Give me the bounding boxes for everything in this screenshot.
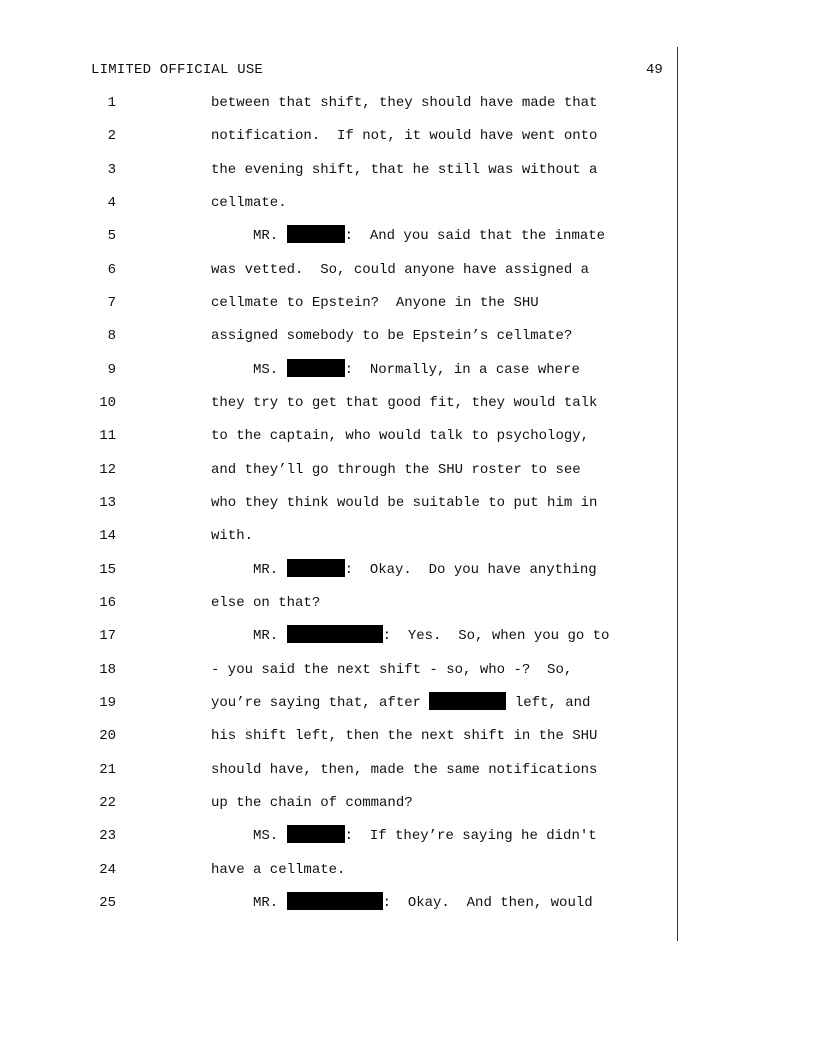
line-text — [211, 492, 597, 514]
line-number: 6 — [107, 262, 116, 278]
line-text-segment: MR. — [211, 895, 287, 911]
line-number: 23 — [99, 828, 116, 844]
line-text-segment: they try to get that good fit, they would talk — [211, 395, 598, 411]
line-text-segment: between that shift, they should have made that — [211, 95, 598, 111]
line-text-segment: else on that? — [211, 595, 321, 611]
line-text-segment: and they’ll go through the SHU roster to see — [211, 462, 581, 478]
line-text-segment: who they think would be suitable to put him in — [211, 495, 598, 511]
line-text — [211, 325, 572, 347]
line-number: 21 — [99, 762, 116, 778]
line-number: 19 — [99, 695, 116, 711]
redaction-box — [287, 225, 345, 243]
line-text-segment: you’re saying that, after — [211, 695, 430, 711]
transcript-line — [0, 392, 816, 414]
line-text-segment: : Normally, in a case where — [344, 362, 580, 378]
line-text-segment: should have, then, made the same notifications — [211, 762, 598, 778]
line-text — [211, 425, 589, 447]
line-text — [211, 692, 590, 714]
transcript-line — [0, 125, 816, 147]
line-text — [211, 459, 581, 481]
line-number: 22 — [99, 795, 116, 811]
transcript-line — [0, 892, 816, 914]
redaction-box — [429, 692, 506, 710]
line-number: 5 — [107, 228, 116, 244]
line-text-segment: assigned somebody to be Epstein’s cellmate? — [211, 328, 573, 344]
line-text — [211, 559, 597, 581]
line-number: 13 — [99, 495, 116, 511]
transcript-line — [0, 659, 816, 681]
line-text — [211, 725, 597, 747]
line-text-segment: was vetted. So, could anyone have assigned a — [211, 262, 590, 278]
redaction-box — [287, 559, 345, 577]
line-text-segment: : And you said that the inmate — [344, 228, 606, 244]
transcript-line — [0, 159, 816, 181]
line-text-segment: - you said the next shift - so, who -? So, — [211, 662, 573, 678]
line-text — [211, 125, 597, 147]
line-text-segment: cellmate. — [211, 195, 287, 211]
line-number: 17 — [99, 628, 116, 644]
line-number: 3 — [107, 162, 116, 178]
line-number: 9 — [107, 362, 116, 378]
transcript-line — [0, 492, 816, 514]
line-text — [211, 892, 593, 914]
line-text-segment: MS. — [211, 828, 287, 844]
transcript-line — [0, 225, 816, 247]
line-number: 16 — [99, 595, 116, 611]
line-text-segment: MR. — [211, 562, 287, 578]
line-number: 24 — [99, 862, 116, 878]
transcript-line — [0, 559, 816, 581]
line-text — [211, 525, 253, 547]
line-number: 15 — [99, 562, 116, 578]
line-number: 12 — [99, 462, 116, 478]
transcript-line — [0, 525, 816, 547]
document-header-label: LIMITED OFFICIAL USE — [91, 62, 264, 78]
transcript-line — [0, 692, 816, 714]
line-text-segment: cellmate to Epstein? Anyone in the SHU — [211, 295, 539, 311]
line-number: 20 — [99, 728, 116, 744]
page-number: 49 — [646, 62, 663, 78]
line-number: 8 — [107, 328, 116, 344]
line-text — [211, 192, 287, 214]
redaction-box — [287, 625, 383, 643]
transcript-line — [0, 359, 816, 381]
transcript-line — [0, 792, 816, 814]
line-text-segment: with. — [211, 528, 254, 544]
line-text — [211, 825, 597, 847]
transcript-line — [0, 459, 816, 481]
line-text — [211, 225, 605, 247]
line-text — [211, 92, 597, 114]
line-text-segment: : If they’re saying he didn't — [344, 828, 597, 844]
line-number: 2 — [107, 128, 116, 144]
line-text — [211, 659, 572, 681]
line-text-segment: to the captain, who would talk to psychology, — [211, 428, 590, 444]
line-text — [211, 625, 609, 647]
transcript-line — [0, 192, 816, 214]
line-number: 7 — [107, 295, 116, 311]
line-number: 10 — [99, 395, 116, 411]
line-text-segment: have a cellmate. — [211, 862, 346, 878]
line-text-segment: : Okay. And then, would — [382, 895, 593, 911]
line-number: 14 — [99, 528, 116, 544]
line-text — [211, 392, 597, 414]
line-text-segment: : Okay. Do you have anything — [344, 562, 597, 578]
line-text-segment: notification. If not, it would have went onto — [211, 128, 598, 144]
transcript-line — [0, 859, 816, 881]
line-text — [211, 792, 413, 814]
line-text-segment: MR. — [211, 228, 287, 244]
line-text-segment: left, and — [506, 695, 591, 711]
line-text-segment: his shift left, then the next shift in the SHU — [211, 728, 598, 744]
line-text — [211, 759, 597, 781]
line-text — [211, 859, 345, 881]
transcript-line — [0, 725, 816, 747]
line-text — [211, 259, 589, 281]
transcript-line — [0, 292, 816, 314]
transcript-line — [0, 825, 816, 847]
transcript-line — [0, 592, 816, 614]
line-text-segment: the evening shift, that he still was without a — [211, 162, 598, 178]
line-text — [211, 159, 597, 181]
line-number: 25 — [99, 895, 116, 911]
transcript-line — [0, 759, 816, 781]
transcript-line — [0, 259, 816, 281]
line-text-segment: MS. — [211, 362, 287, 378]
line-text-segment: up the chain of command? — [211, 795, 413, 811]
transcript-line — [0, 425, 816, 447]
line-text-segment: : Yes. So, when you go to — [382, 628, 610, 644]
redaction-box — [287, 359, 345, 377]
line-text-segment: MR. — [211, 628, 287, 644]
line-number: 11 — [99, 428, 116, 444]
transcript-line — [0, 92, 816, 114]
line-number: 1 — [107, 95, 116, 111]
redaction-box — [287, 892, 383, 910]
line-text — [211, 292, 539, 314]
line-number: 4 — [107, 195, 116, 211]
line-text — [211, 592, 320, 614]
transcript-line — [0, 325, 816, 347]
line-text — [211, 359, 580, 381]
line-number: 18 — [99, 662, 116, 678]
redaction-box — [287, 825, 345, 843]
transcript-line — [0, 625, 816, 647]
